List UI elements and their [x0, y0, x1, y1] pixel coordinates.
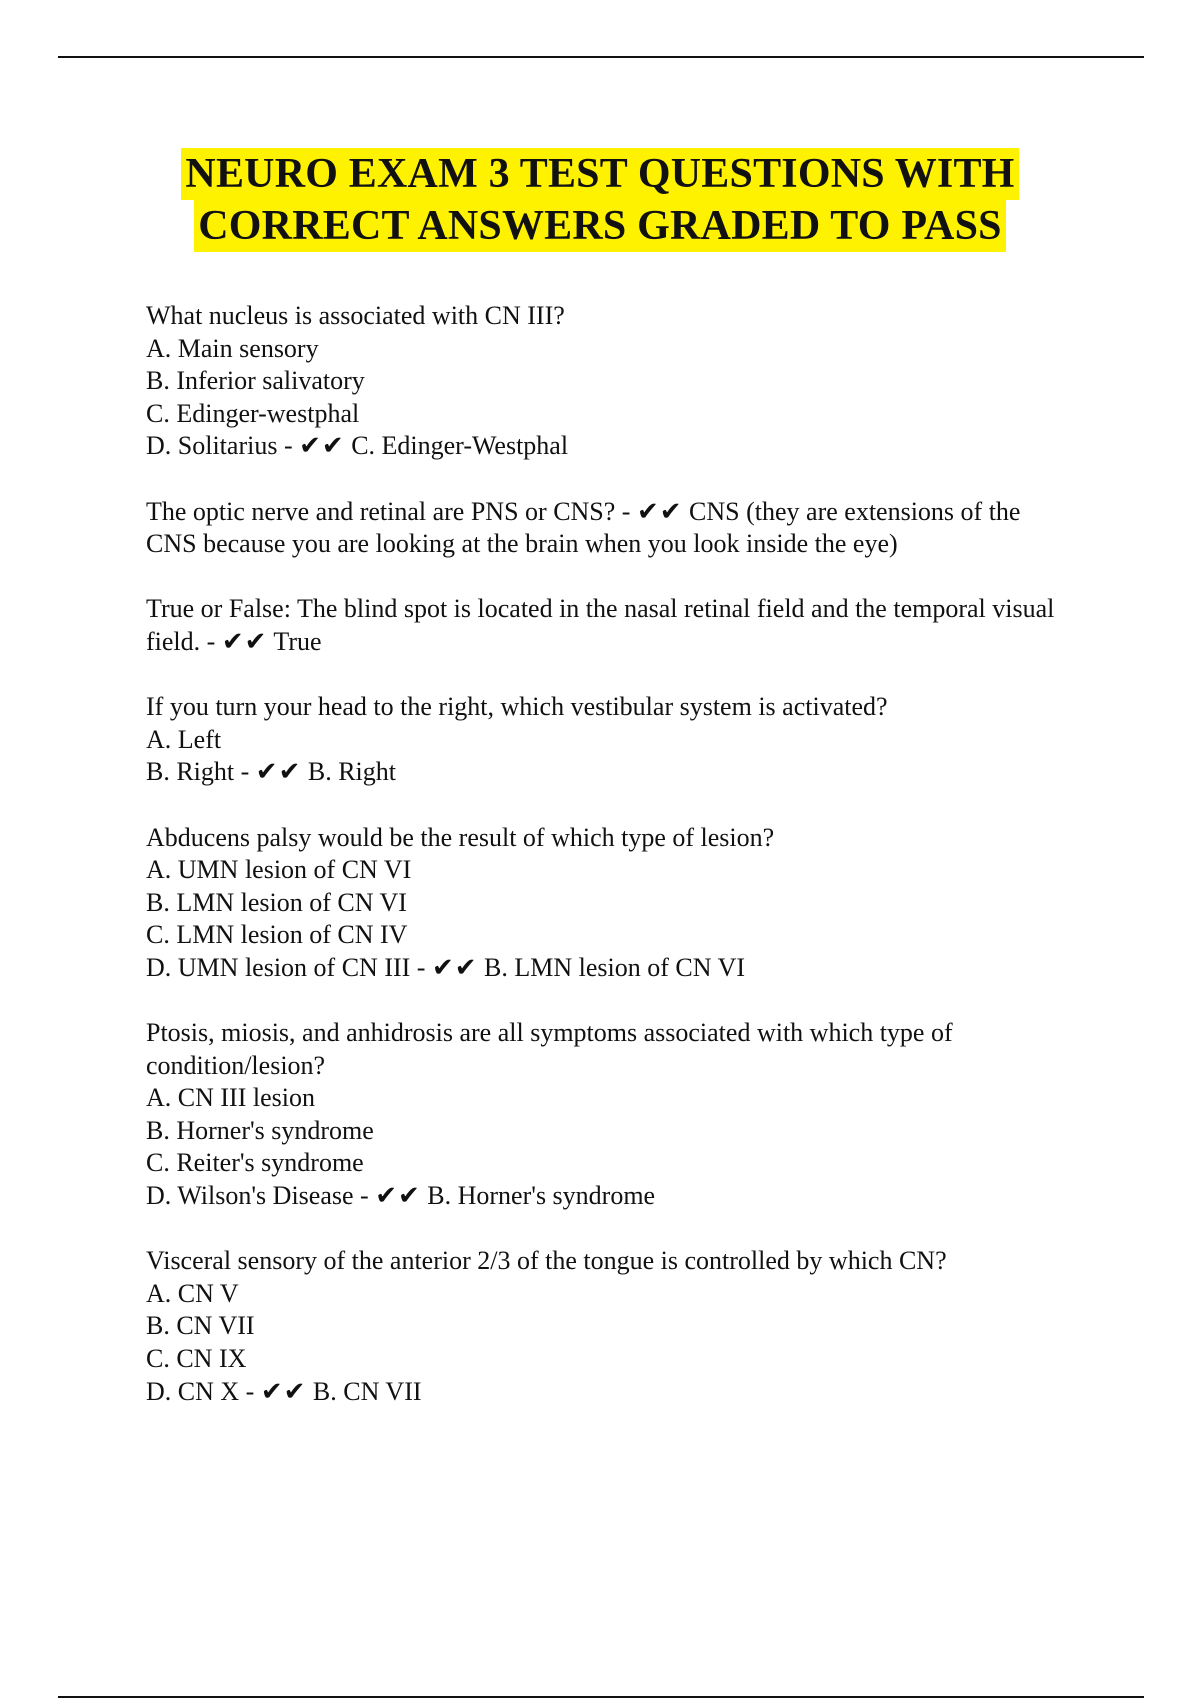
title-line-2: CORRECT ANSWERS GRADED TO PASS [194, 200, 1005, 252]
check-icon: ✔✔ [636, 496, 683, 526]
question-4-answer: B. Right [301, 757, 397, 787]
question-1-option-c: C. Edinger-westphal [146, 398, 360, 428]
question-6-option-b: B. Horner's syndrome [146, 1115, 374, 1145]
check-icon: ✔✔ [255, 757, 302, 787]
question-6-option-c: C. Reiter's syndrome [146, 1148, 364, 1178]
check-icon: ✔✔ [260, 1376, 307, 1406]
question-1-answer: C. Edinger-Westphal [344, 431, 569, 461]
check-icon: ✔✔ [221, 626, 268, 656]
question-1-option-b: B. Inferior salivatory [146, 366, 365, 396]
question-1-option-a: A. Main sensory [146, 333, 319, 363]
question-5-option-b: B. LMN lesion of CN VI [146, 887, 407, 917]
question-7-option-b: B. CN VII [146, 1311, 255, 1341]
question-7-answer: B. CN VII [306, 1376, 422, 1406]
question-1-stem: What nucleus is associated with CN III? [146, 301, 565, 330]
question-6-answer: B. Horner's syndrome [420, 1181, 656, 1211]
question-4 [146, 691, 1076, 789]
bottom-rule [58, 1696, 1144, 1698]
document-title [0, 148, 1200, 252]
top-rule [58, 56, 1144, 58]
question-4-option-a: A. Left [146, 724, 222, 754]
question-2-answer-line [146, 496, 1076, 561]
question-3-answer-line [146, 593, 1076, 658]
question-5-option-d: D. UMN lesion of CN III - [146, 952, 432, 982]
check-icon: ✔✔ [375, 1181, 421, 1211]
question-5-option-c: C. LMN lesion of CN IV [146, 920, 408, 950]
question-4-option-b: B. Right - [146, 757, 256, 787]
question-6-stem: Ptosis, miosis, and anhidrosis are all symptoms associated with which type of condition/lesion? [146, 1018, 960, 1080]
check-icon: ✔✔ [431, 952, 478, 982]
question-1-answer-line [146, 430, 1076, 463]
question-1-option-d: D. Solitarius - [146, 431, 300, 461]
question-6 [146, 1017, 1076, 1213]
question-2 [146, 496, 1076, 561]
question-7-stem: Visceral sensory of the anterior 2/3 of the tongue is controlled by which CN? [146, 1246, 947, 1276]
question-5 [146, 822, 1076, 985]
check-icon: ✔✔ [299, 431, 345, 461]
question-6-option-d: D. Wilson's Disease - [146, 1181, 376, 1211]
question-2-answer: CNS (they are extensions of the CNS because you are looking at the brain when you look inside the eye) [146, 496, 1027, 559]
question-5-stem: Abducens palsy would be the result of which type of lesion? [146, 822, 775, 852]
question-4-stem: If you turn your head to the right, which vestibular system is activated? [146, 692, 888, 722]
question-4-answer-line [146, 756, 1076, 789]
question-5-answer-line [146, 952, 1076, 985]
question-7 [146, 1245, 1076, 1408]
question-7-answer-line [146, 1376, 1076, 1409]
question-7-option-a: A. CN V [146, 1278, 239, 1308]
question-5-answer: B. LMN lesion of CN VI [477, 952, 746, 982]
question-6-answer-line [146, 1180, 1076, 1213]
question-7-option-d: D. CN X - [146, 1376, 261, 1406]
question-3-answer: True [267, 626, 322, 656]
question-1 [146, 300, 1076, 463]
question-5-option-a: A. UMN lesion of CN VI [146, 855, 412, 885]
question-7-option-c: C. CN IX [146, 1344, 247, 1373]
question-3-stem: True or False: The blind spot is located in the nasal retinal field and the temporal visual field. - [146, 594, 1061, 656]
title-line-1: NEURO EXAM 3 TEST QUESTIONS WITH [181, 148, 1018, 200]
question-6-option-a: A. CN III lesion [146, 1083, 315, 1113]
question-list [146, 300, 1076, 1441]
question-2-stem: The optic nerve and retinal are PNS or CNS? - [146, 496, 637, 526]
question-3 [146, 593, 1076, 658]
